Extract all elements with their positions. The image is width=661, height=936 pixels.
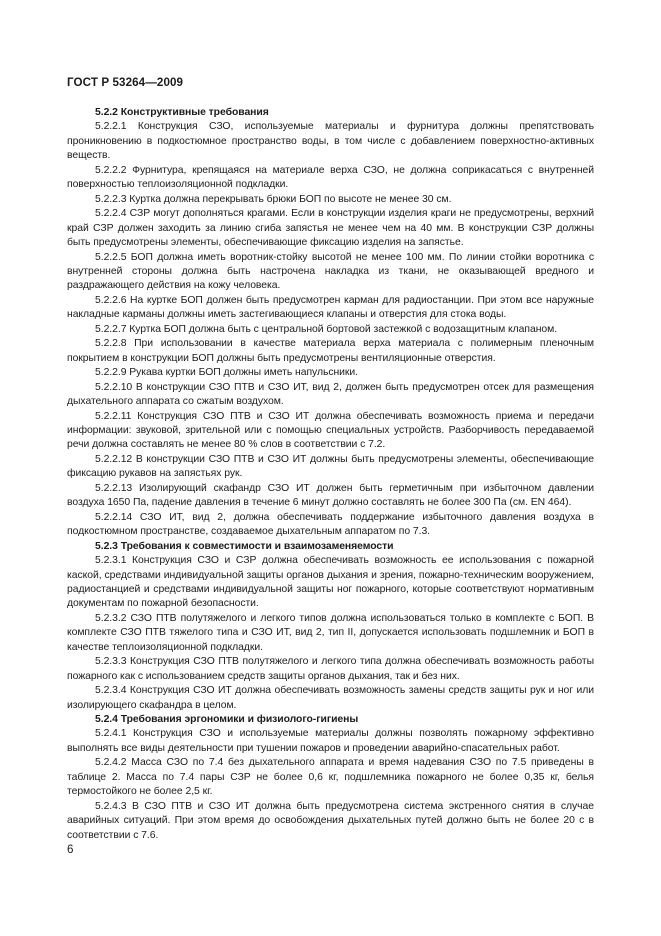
paragraph: 5.2.2.10 В конструкции СЗО ПТВ и СЗО ИТ, вид 2, должен быть предусмотрен отсек для размещения дыхательного аппарата со сжатым воздухом. <box>67 381 594 408</box>
paragraph: 5.2.2.9 Рукава куртки БОП должны иметь напульсники. <box>95 367 359 379</box>
section-heading: 5.2.3 Требования к совместимости и взаимозаменяемости <box>95 540 394 552</box>
paragraph: 5.2.4.3 В СЗО ПТВ и СЗО ИТ должна быть предусмотрена система экстренного снятия в случае аварийных ситуаций. При этом время до освобождения дыхательных путей должно быть не более 20 с в соответствии с 7.6. <box>67 800 594 841</box>
paragraph: 5.2.2.1 Конструкция СЗО, используемые материалы и фурнитура должны препятствовать проникновению в подкостюмное пространство воды, в том числе с добавлением поверхностно-активных веществ. <box>67 121 594 162</box>
paragraph: 5.2.4.2 Масса СЗО по 7.4 без дыхательного аппарата и время надевания СЗО по 7.5 приведены в таблице 2. Масса по 7.4 пары СЗР не более 0,6 кг, подшлемника пожарного не более 0,35 кг, белья термостойкого не более 2,5 кг. <box>67 757 594 798</box>
paragraph: 5.2.2.4 СЗР могут дополняться крагами. Если в конструкции изделия краги не предусмотрены, верхний край СЗР должен заходить за линию сгиба запястья не менее чем на 40 мм. В конструкции СЗР должны быть предусмотрены элементы, обеспечивающие фиксацию изделия на запястье. <box>67 208 594 249</box>
paragraph: 5.2.2.3 Куртка должна перекрывать брюки БОП по высоте не менее 30 см. <box>95 193 452 205</box>
page-number: 6 <box>67 843 74 856</box>
paragraph: 5.2.2.11 Конструкция СЗО ПТВ и СЗО ИТ должна обеспечивать возможность приема и передачи информации: звуковой, зрительной или с помощью специальных устройств. Разборчивость передаваемой речи должна составлять не менее 80 % слов в соответствии с 7.2. <box>67 410 594 451</box>
paragraph: 5.2.3.1 Конструкция СЗО и СЗР должна обеспечивать возможность ее использования с пожарной каской, средствами индивидуальной защиты органов дыхания и зрения, пожарно-техническим вооружением, радиостанцией и средствами индивидуальной защиты ног пожарного, которые соответствуют нормативным документам по пожарной безопасности. <box>67 555 594 610</box>
section-heading: 5.2.4 Требования эргономики и физиолого-гигиены <box>95 714 359 726</box>
section-heading: 5.2.2 Конструктивные требования <box>95 107 269 118</box>
paragraph: 5.2.3.3 Конструкция СЗО ПТВ полутяжелого и легкого типа должна обеспечивать возможность работы пожарного как с использованием средств защиты органов дыхания, так и без них. <box>67 656 594 682</box>
paragraph: 5.2.3.2 СЗО ПТВ полутяжелого и легкого типов должна использоваться только в комплекте с БОП. В комплекте СЗО ПТВ тяжелого типа и СЗО ИТ, вид 2, тип II, допускается использовать подшлемник и БОП в качестве теплоизоляционной подкладки. <box>67 612 594 653</box>
paragraph: 5.2.2.7 Куртка БОП должна быть с центральной бортовой застежкой с водозащитным клапаном. <box>95 323 558 335</box>
paragraph: 5.2.4.1 Конструкция СЗО и используемые материалы должны позволять пожарному эффективно выполнять все виды деятельности при тушении пожаров и проведении аварийно-спасательных работ. <box>67 728 594 754</box>
paragraph: 5.2.2.2 Фурнитура, крепящаяся на материале верха СЗО, не должна соприкасаться с внутренней поверхностью теплоизоляционной подкладки. <box>67 164 594 191</box>
paragraph: 5.2.2.14 СЗО ИТ, вид 2, должна обеспечивать поддержание избыточного давления воздуха в подкостюмном пространстве, создаваемое дыхательным аппаратом по 7.3. <box>67 511 594 538</box>
paragraph: 5.2.2.12 В конструкции СЗО ПТВ и СЗО ИТ должны быть предусмотрены элементы, обеспечивающие фиксацию рукавов на запястьях рук. <box>67 453 594 480</box>
paragraph: 5.2.2.13 Изолирующий скафандр СЗО ИТ должен быть герметичным при избыточном давлении воздуха 1650 Па, падение давления в течение 6 минут должно составлять не более 300 Па (см. EN 464). <box>67 482 594 509</box>
paragraph: 5.2.2.6 На куртке БОП должен быть предусмотрен карман для радиостанции. При этом все наружные накладные карманы должны иметь застегивающиеся клапаны и отверстия для стока воды. <box>67 294 594 321</box>
paragraph: 5.2.2.5 БОП должна иметь воротник-стойку высотой не менее 100 мм. По линии стойки воротника с внутренней стороны должна быть настрочена накладка из ткани, не оказывающей вредного и раздражающего действия на кожу человека. <box>67 251 594 292</box>
document-body <box>67 106 594 843</box>
paragraph: 5.2.3.4 Конструкция СЗО ИТ должна обеспечивать возможность замены средств защиты рук и ног или изолирующего скафандра в целом. <box>67 685 594 711</box>
standard-header: ГОСТ Р 53264—2009 <box>67 76 184 89</box>
paragraph: 5.2.2.8 При использовании в качестве материала верха материала с полимерным пленочным покрытием в конструкции БОП должны быть предусмотрены вентиляционные отверстия. <box>67 338 594 364</box>
